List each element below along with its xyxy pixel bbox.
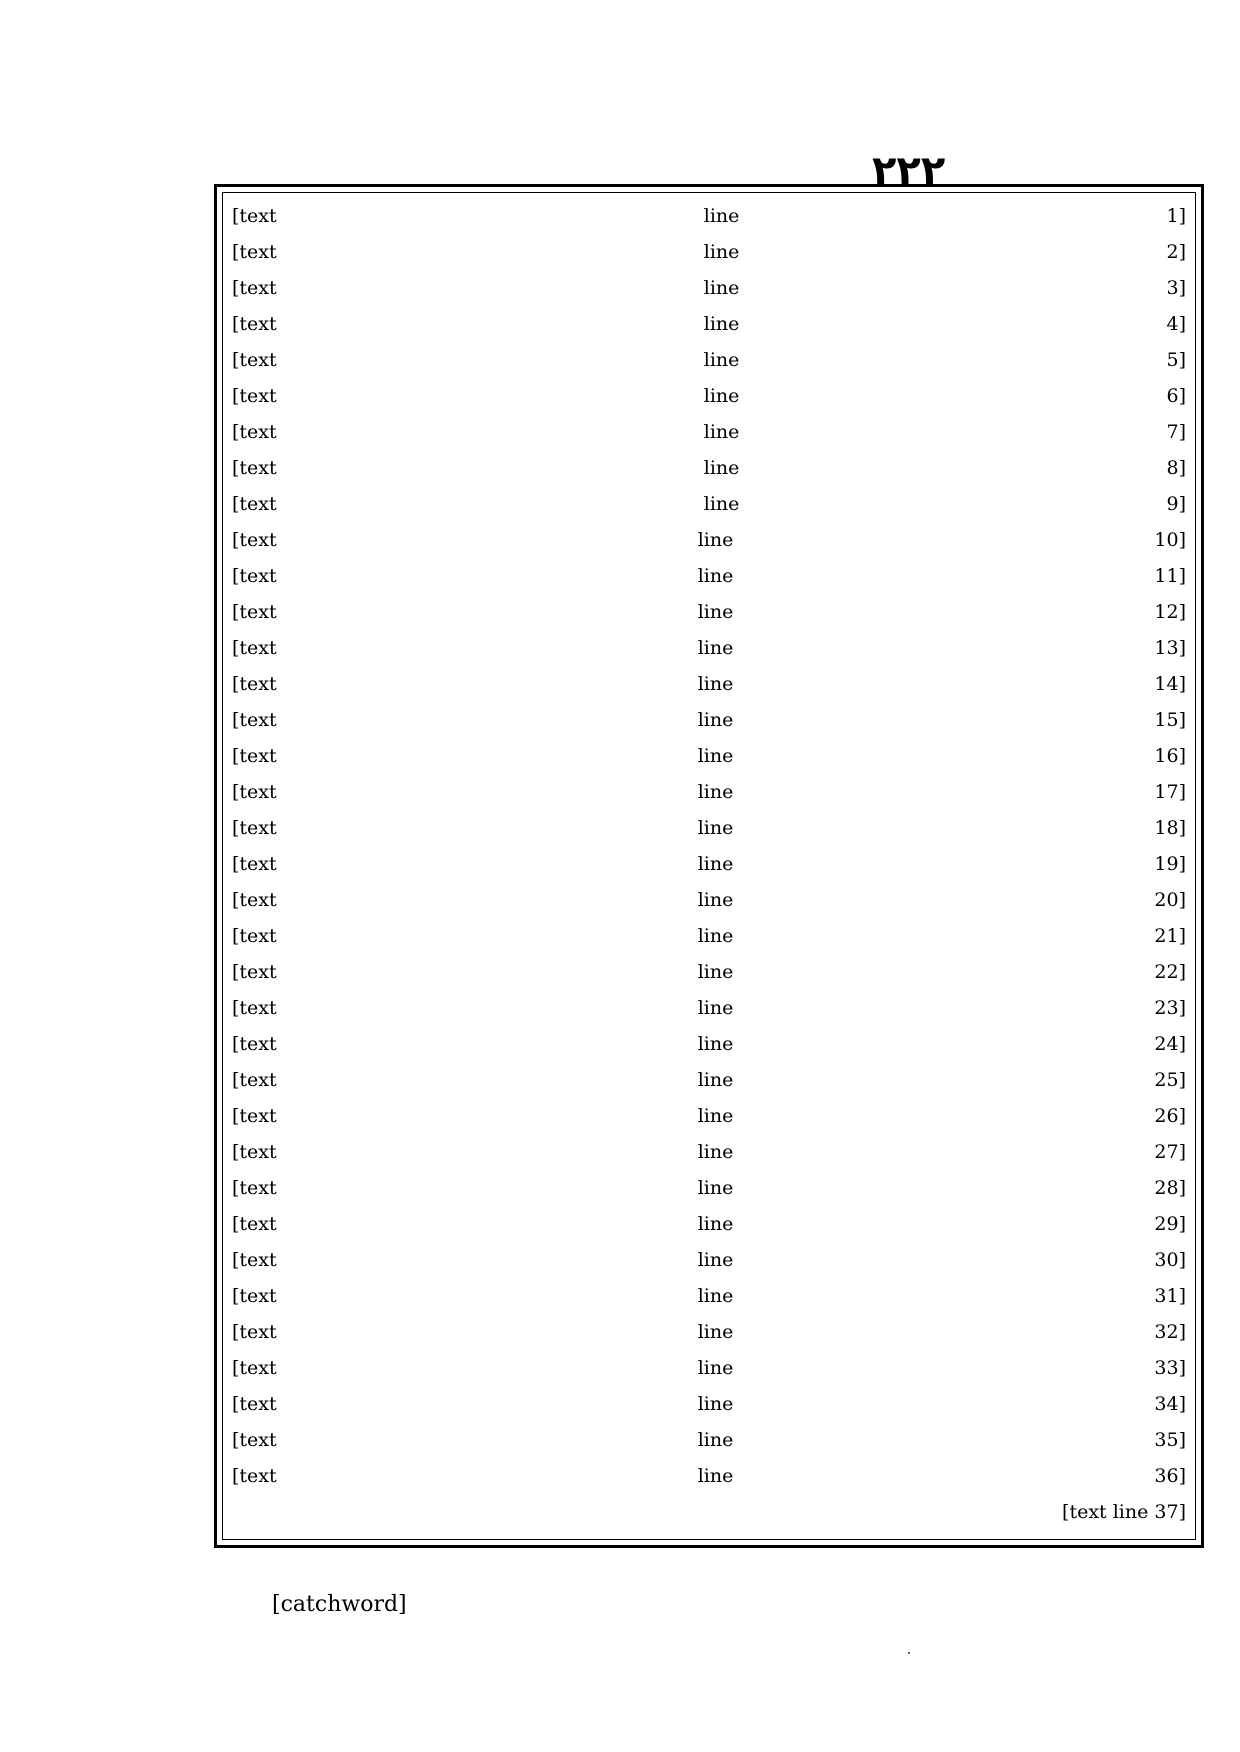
text-line: [text line 9] [232, 493, 1186, 515]
text-line: [text line 31] [232, 1285, 1186, 1307]
text-line: [text line 3] [232, 277, 1186, 299]
text-line: [text line 24] [232, 1033, 1186, 1055]
text-line: [text line 20] [232, 889, 1186, 911]
text-line: [text line 16] [232, 745, 1186, 767]
text-line: [text line 13] [232, 637, 1186, 659]
text-line: [text line 15] [232, 709, 1186, 731]
text-line: [text line 25] [232, 1069, 1186, 1091]
text-line: [text line 35] [232, 1429, 1186, 1451]
text-line: [text line 26] [232, 1105, 1186, 1127]
catchword: [catchword] [272, 1592, 407, 1617]
text-line: [text line 2] [232, 241, 1186, 263]
text-line: [text line 22] [232, 961, 1186, 983]
text-line: [text line 36] [232, 1465, 1186, 1487]
text-line: [text line 37] [1062, 1501, 1186, 1523]
text-line: [text line 6] [232, 385, 1186, 407]
text-line: [text line 8] [232, 457, 1186, 479]
text-line: [text line 33] [232, 1357, 1186, 1379]
text-body [232, 198, 1186, 1534]
text-line: [text line 1] [232, 205, 1186, 227]
text-line: [text line 14] [232, 673, 1186, 695]
page-number: ٢٢٢ [872, 148, 946, 194]
text-line: [text line 7] [232, 421, 1186, 443]
text-line: [text line 21] [232, 925, 1186, 947]
text-line: [text line 17] [232, 781, 1186, 803]
text-line: [text line 34] [232, 1393, 1186, 1415]
text-line: [text line 12] [232, 601, 1186, 623]
text-line: [text line 5] [232, 349, 1186, 371]
text-line: [text line 29] [232, 1213, 1186, 1235]
text-line: [text line 18] [232, 817, 1186, 839]
text-line: [text line 27] [232, 1141, 1186, 1163]
text-line: [text line 23] [232, 997, 1186, 1019]
text-line: [text line 4] [232, 313, 1186, 335]
text-line: [text line 10] [232, 529, 1186, 551]
text-line: [text line 11] [232, 565, 1186, 587]
text-line: [text line 28] [232, 1177, 1186, 1199]
text-line: [text line 19] [232, 853, 1186, 875]
ink-speck [908, 1652, 910, 1654]
text-line: [text line 30] [232, 1249, 1186, 1271]
text-line: [text line 32] [232, 1321, 1186, 1343]
